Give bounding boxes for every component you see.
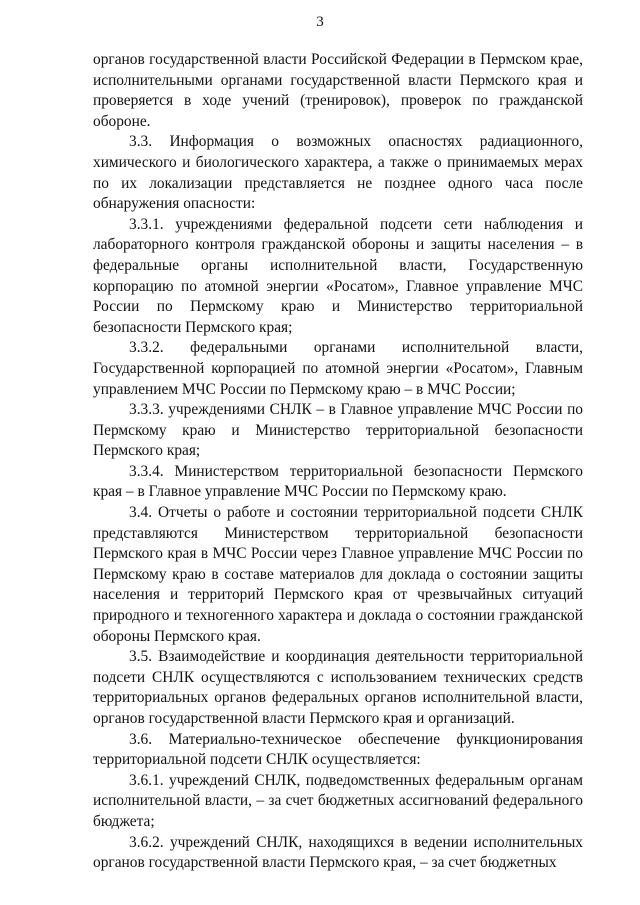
paragraph: 3.3.4. Министерством территориальной безопасности Пермского края – в Главное управление МЧС России по Пермскому краю. [93, 462, 583, 501]
paragraph: 3.6. Материально-техническое обеспечение функционирования территориальной подсети СНЛК осуществляется: [93, 730, 583, 769]
document-body [93, 50, 583, 874]
paragraph: 3.6.1. учреждений СНЛК, подведомственных федеральным органам исполнительной власти, – за счет бюджетных ассигнований федерального бюджета; [93, 771, 583, 830]
paragraph: органов государственной власти Российской Федерации в Пермском крае, исполнительными органами государственной власти Пермского края и проверяется в ходе учений (тренировок), проверок по гражданской обороне. [93, 51, 583, 130]
paragraph: 3.3.3. учреждениями СНЛК – в Главное управление МЧС России по Пермскому краю и Министерство территориальной безопасности Пермского края; [93, 401, 583, 460]
paragraph: 3.3.2. федеральными органами исполнительной власти, Государственной корпорацией по атомной энергии «Росатом», Главным управлением МЧС России по Пермскому краю – в МЧС России; [93, 339, 583, 398]
page-number: 3 [316, 14, 324, 30]
paragraph: 3.6.2. учреждений СНЛК, находящихся в ведении исполнительных органов государственной власти Пермского края, – за счет бюджетных [93, 833, 583, 872]
paragraph: 3.4. Отчеты о работе и состоянии территориальной подсети СНЛК представляются Министерством территориальной безопасности Пермского края в МЧС России через Главное управление МЧС России по Пермскому краю в составе материалов для доклада о состоянии защиты населения и территорий Пермского края от чрезвычайных ситуаций природного и техногенного характера и доклада о состоянии гражданской обороны Пермского края. [93, 504, 583, 645]
paragraph: 3.3.1. учреждениями федеральной подсети сети наблюдения и лабораторного контроля гражданской обороны и защиты населения – в федеральные органы исполнительной власти, Государственную корпорацию по атомной энергии «Росатом», Главное управление МЧС России по Пермскому краю и Министерство территориальной безопасности Пермского края; [93, 215, 583, 336]
paragraph: 3.5. Взаимодействие и координация деятельности территориальной подсети СНЛК осуществляются с использованием технических средств территориальных органов федеральных органов исполнительной власти, органов государственной власти Пермского края и организаций. [93, 648, 583, 727]
paragraph: 3.3. Информация о возможных опасностях радиационного, химического и биологического характера, а также о принимаемых мерах по их локализации представляется не позднее одного часа после обнаружения опасности: [93, 133, 583, 213]
